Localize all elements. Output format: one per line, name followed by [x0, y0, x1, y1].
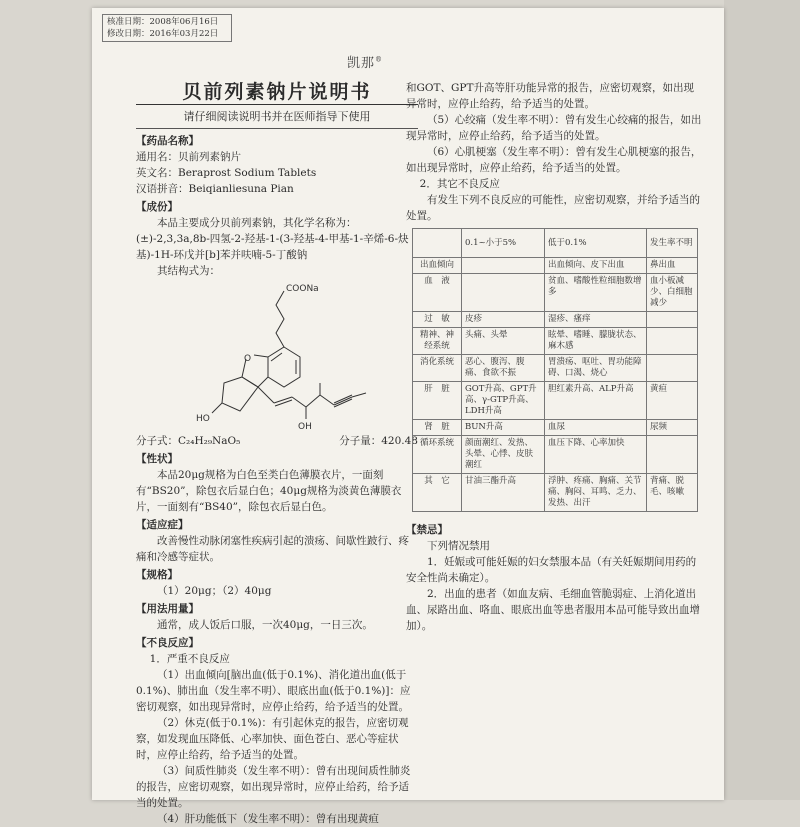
generic-name: 通用名：贝前列素钠片 — [136, 151, 241, 163]
table-header-cell: 发生率不明 — [646, 229, 697, 258]
adverse-item-liver-continued: 和GOT、GPT升高等肝功能异常的报告，应密切观察，如出现异常时，应停止给药，给予适当的处置。 — [406, 82, 694, 110]
carboxylate-label: COONa — [286, 284, 319, 294]
right-column — [406, 80, 702, 634]
contraindications-section — [406, 522, 702, 634]
table-cell: 浮肿、疼痛、胸痛、关节痛、胸闷、耳鸣、乏力、发热、出汗 — [545, 474, 647, 512]
table-category-cell: 出血倾向 — [413, 258, 462, 274]
specs-heading: 【规格】 — [136, 569, 178, 581]
contraindications-heading: 【禁忌】 — [406, 524, 448, 536]
brand-name: 凯那® — [347, 55, 384, 71]
composition-text: 本品主要成分贝前列素钠，其化学名称为：(±)-2,3,3a,8b-四氢-2-羟基-1-(3-羟基-4-甲基-1-辛烯-6-炔基)-1H-环戊并[b]苯并呋喃-5-丁酸钠 — [136, 217, 409, 261]
table-cell — [462, 258, 545, 274]
molecular-weight: 分子量：420.48 — [339, 435, 418, 447]
table-row — [413, 328, 698, 355]
benzene-ring — [268, 347, 300, 387]
adverse-item-pneumonia: （3）间质性肺炎（发生率不明）：曾有出现间质性肺炎的报告，应密切观察，如出现异常时，应停止给药，给予适当的处置。 — [136, 765, 411, 809]
table-cell: 头痛、头晕 — [462, 328, 545, 355]
background-edge — [724, 0, 800, 800]
butyl-chain — [276, 291, 284, 347]
dosage-text: 通常，成人饭后口服，一次40μg，一日三次。 — [157, 619, 373, 631]
adverse-item-bleeding: （1）出血倾向[脑出血(低于0.1%)、消化道出血(低于0.1%)、肺出血（发生率不明）、眼底出血(低于0.1%)]：应密切观察，如出现异常时，应停止给药，给予适当的处置。 — [136, 669, 411, 713]
table-cell: 贫血、嗜酸性粒细胞数增多 — [545, 274, 647, 312]
side-chain — [258, 387, 274, 403]
table-row — [413, 420, 698, 436]
english-name: 英文名：Beraprost Sodium Tablets — [136, 167, 317, 179]
table-category-cell: 其 它 — [413, 474, 462, 512]
table-cell: 眩晕、嗜睡、朦胧状态、麻木感 — [545, 328, 647, 355]
composition-heading: 【成份】 — [136, 201, 178, 213]
table-category-cell: 肝 脏 — [413, 382, 462, 420]
package-insert-sheet — [92, 8, 724, 825]
other-adverse-heading: 2．其它不良反应 — [419, 178, 500, 190]
table-header-cell: 低于0.1% — [545, 229, 647, 258]
table-cell — [646, 312, 697, 328]
hydroxyl-left-label: HO — [196, 414, 210, 424]
table-row — [413, 382, 698, 420]
table-row — [413, 258, 698, 274]
table-category-cell: 血 液 — [413, 274, 462, 312]
table-cell: GOT升高、GPT升高、γ-GTP升高、LDH升高 — [462, 382, 545, 420]
other-adverse-text: 有发生下列不良反应的可能性，应密切观察，并给予适当的处置。 — [406, 194, 700, 222]
table-category-cell: 过 敏 — [413, 312, 462, 328]
table-row — [413, 355, 698, 382]
contraindication-pregnancy: 1．妊娠或可能妊娠的妇女禁服本品（有关妊娠期间用药的安全性尚未确定）。 — [406, 556, 697, 584]
table-category-cell: 肾 脏 — [413, 420, 462, 436]
table-cell: 皮疹 — [462, 312, 545, 328]
contraindications-intro: 下列情况禁用 — [427, 540, 490, 552]
oxygen-label: O — [244, 354, 252, 364]
table-cell: 甘油三酯升高 — [462, 474, 545, 512]
table-cell: 背痛、脱毛、咳嗽 — [646, 474, 697, 512]
cyclopentane-ring — [222, 377, 258, 411]
table-cell: 鼻出血 — [646, 258, 697, 274]
left-column — [136, 81, 418, 827]
table-cell: 尿频 — [646, 420, 697, 436]
document-title: 贝前列素钠片说明书 — [136, 84, 418, 105]
table-cell — [462, 274, 545, 312]
adverse-item-liver: （4）肝功能低下（发生率不明）：曾有出现黄疸 — [157, 813, 379, 825]
structure-diagram — [176, 279, 376, 431]
adverse-item-angina: （5）心绞痛（发生率不明）：曾有发生心绞痛的报告，如出现异常时，应停止给药，给予适当的处置。 — [406, 114, 702, 142]
table-cell — [646, 436, 697, 474]
indications-heading: 【适应症】 — [136, 519, 189, 531]
molecular-formula: 分子式：C₂₄H₂₉NaO₅ — [136, 435, 241, 447]
table-cell: 黄疸 — [646, 382, 697, 420]
furan-bond — [254, 355, 268, 357]
table-cell: 恶心、腹泻、腹痛、食欲不振 — [462, 355, 545, 382]
contraindication-bleeding: 2．出血的患者（如血友病、毛细血管脆弱症、上消化道出血、尿路出血、咯血、眼底出血等患者服用本品可能导致出血增加）。 — [406, 588, 700, 632]
table-header-row — [413, 229, 698, 258]
document-subtitle: 请仔细阅读说明书并在医师指导下使用 — [136, 109, 418, 129]
approval-date: 核准日期：2008年06月16日 — [107, 17, 219, 27]
table-row — [413, 474, 698, 512]
table-header-cell: 0.1~小于5% — [462, 229, 545, 258]
table-cell: 出血倾向、皮下出血 — [545, 258, 647, 274]
table-cell: 血压下降、心率加快 — [545, 436, 647, 474]
table-cell: 血小板减少、白细胞减少 — [646, 274, 697, 312]
dosage-heading: 【用法用量】 — [136, 603, 199, 615]
table-cell: 血尿 — [545, 420, 647, 436]
adverse-reaction-table — [412, 228, 698, 512]
table-cell — [646, 355, 697, 382]
formula-row — [136, 433, 418, 449]
adverse-heading: 【不良反应】 — [136, 637, 199, 649]
table-category-cell: 消化系统 — [413, 355, 462, 382]
table-row — [413, 274, 698, 312]
pinyin-name: 汉语拼音：Beiqianliesuna Pian — [136, 183, 294, 195]
table-category-cell: 精神、神经系统 — [413, 328, 462, 355]
table-row — [413, 312, 698, 328]
appearance-heading: 【性状】 — [136, 453, 178, 465]
adverse-item-infarction: （6）心肌梗塞（发生率不明）：曾有发生心肌梗塞的报告，如出现异常时，应停止给药，给予适当的处置。 — [406, 146, 702, 174]
table-header-cell — [413, 229, 462, 258]
appearance-text: 本品20μg规格为白色至类白色薄膜衣片，一面刻有“BS20”，除包衣后显白色；40μg规格为淡黄色薄膜衣片，一面刻有“BS40”，除包衣后显白色。 — [136, 469, 402, 513]
indications-text: 改善慢性动脉闭塞性疾病引起的溃疡、间歇性跛行、疼痛和冷感等症状。 — [136, 535, 409, 563]
revision-date: 修改日期：2016年03月22日 — [107, 29, 219, 39]
serious-adverse-heading: 1．严重不良反应 — [149, 653, 230, 665]
chemical-structure — [136, 279, 418, 431]
table-cell: 颜面潮红、发热、头晕、心悸、皮肤潮红 — [462, 436, 545, 474]
specs-text: （1）20μg；（2）40μg — [157, 585, 272, 597]
table-cell: 胃溃疡、呕吐、胃功能障碍、口渴、烧心 — [545, 355, 647, 382]
registered-mark: ® — [375, 55, 384, 64]
table-row — [413, 436, 698, 474]
drug-name-heading: 【药品名称】 — [136, 135, 199, 147]
structure-label: 其结构式为： — [157, 265, 220, 277]
table-cell: 胆红素升高、ALP升高 — [545, 382, 647, 420]
table-cell: BUN升高 — [462, 420, 545, 436]
table-category-cell: 循环系统 — [413, 436, 462, 474]
adverse-item-shock: （2）休克(低于0.1%)：有引起休克的报告，应密切观察，如发现血压降低、心率加快、面色苍白、恶心等症状时，应停止给药，给予适当的处置。 — [136, 717, 409, 761]
table-cell: 湿疹、瘙痒 — [545, 312, 647, 328]
table-body — [413, 258, 698, 512]
approval-dates-box — [102, 14, 232, 42]
table-cell — [646, 328, 697, 355]
hydroxyl-right-label: OH — [298, 422, 312, 431]
